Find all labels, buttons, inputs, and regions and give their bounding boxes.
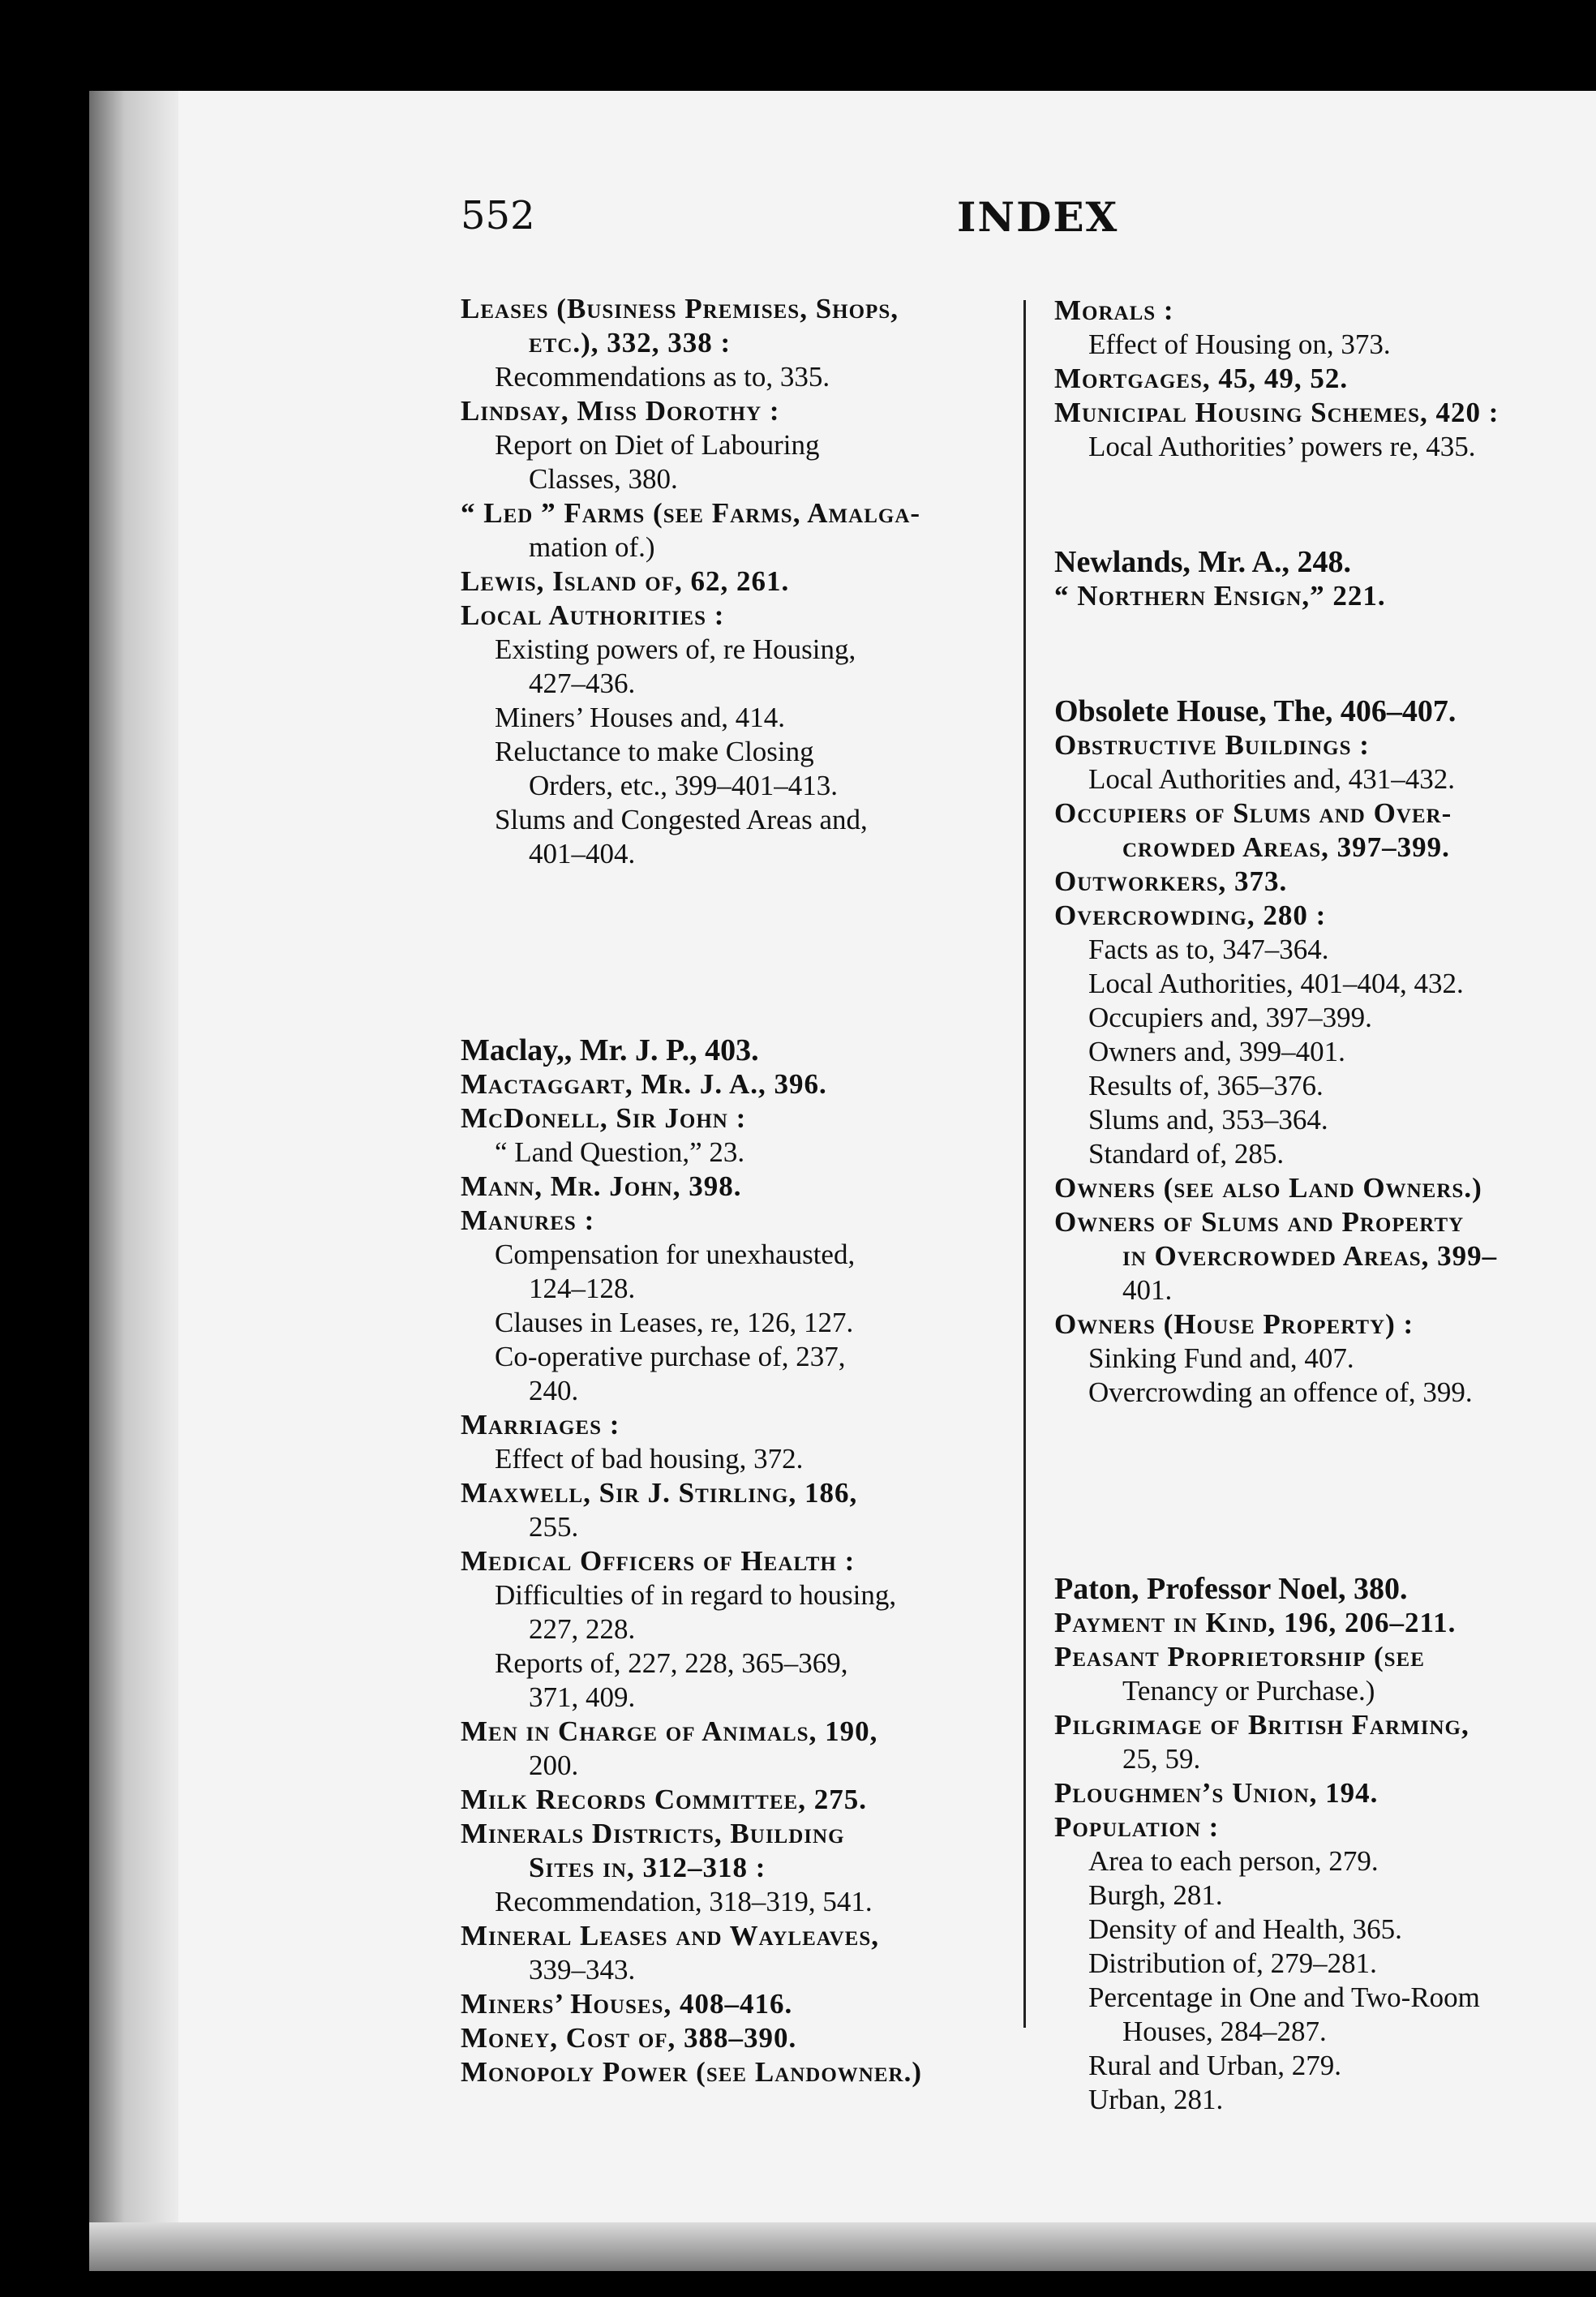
index-entry: Existing powers of, re Housing, bbox=[495, 633, 856, 665]
index-entry: McDonell, Sir John : bbox=[461, 1102, 747, 1134]
index-entry: Newlands, Mr. A., 248. bbox=[1054, 545, 1351, 579]
index-entry: Reports of, 227, 228, 365–369, bbox=[495, 1647, 848, 1679]
index-entry: Overcrowding an offence of, 399. bbox=[1088, 1376, 1473, 1408]
index-entry: Mactaggart, Mr. J. A., 396. bbox=[461, 1068, 827, 1100]
index-entry: Local Authorities’ powers re, 435. bbox=[1088, 431, 1476, 462]
index-entry: Manures : bbox=[461, 1204, 595, 1236]
index-entry: Owners and, 399–401. bbox=[1088, 1036, 1345, 1067]
index-entry: Compensation for unexhausted, bbox=[495, 1239, 856, 1270]
index-entry: Leases (Business Premises, Shops, bbox=[461, 293, 899, 324]
entry-spacer bbox=[1054, 1491, 1596, 1572]
index-entry: 25, 59. bbox=[1122, 1743, 1201, 1775]
entry-spacer bbox=[461, 871, 1004, 952]
index-entry: 371, 409. bbox=[529, 1681, 636, 1713]
index-entry: Effect of Housing on, 373. bbox=[1088, 328, 1391, 360]
index-entry: Paton, Professor Noel, 380. bbox=[1054, 1572, 1408, 1606]
index-entry: Obsolete House, The, 406–407. bbox=[1054, 694, 1457, 728]
index-entry: “ Northern Ensign,” 221. bbox=[1054, 580, 1386, 612]
index-entry: in Overcrowded Areas, 399– bbox=[1122, 1240, 1498, 1272]
entry-spacer bbox=[1054, 464, 1596, 545]
index-entry: 200. bbox=[529, 1750, 579, 1781]
index-entry: Recommendation, 318–319, 541. bbox=[495, 1886, 873, 1917]
index-entry: Municipal Housing Schemes, 420 : bbox=[1054, 397, 1499, 428]
index-entry: 401–404. bbox=[529, 838, 636, 869]
index-entry: 124–128. bbox=[529, 1273, 636, 1304]
index-entry: Local Authorities, 401–404, 432. bbox=[1088, 968, 1464, 999]
page-number: 552 bbox=[461, 193, 535, 238]
index-entry: Lindsay, Miss Dorothy : bbox=[461, 395, 780, 427]
column-divider bbox=[1023, 300, 1026, 2028]
index-entry: 339–343. bbox=[529, 1954, 636, 1986]
index-entry: Miners’ Houses and, 414. bbox=[495, 702, 786, 733]
index-entry: Marriages : bbox=[461, 1409, 620, 1440]
entry-spacer bbox=[461, 952, 1004, 1033]
index-entry: Overcrowding, 280 : bbox=[1054, 899, 1327, 931]
index-entry: Sinking Fund and, 407. bbox=[1088, 1342, 1354, 1374]
index-entry: Standard of, 285. bbox=[1088, 1138, 1285, 1170]
index-entry: Milk Records Committee, 275. bbox=[461, 1784, 867, 1815]
index-entry: 227, 228. bbox=[529, 1613, 636, 1645]
index-entry: Density of and Health, 365. bbox=[1088, 1913, 1402, 1945]
book-spine bbox=[89, 91, 178, 2265]
index-entry: Mann, Mr. John, 398. bbox=[461, 1170, 742, 1202]
index-entry: Maxwell, Sir J. Stirling, 186, bbox=[461, 1477, 858, 1509]
page-bottom-edge bbox=[89, 2222, 1596, 2271]
index-entry: Mortgages, 45, 49, 52. bbox=[1054, 363, 1349, 394]
index-entry: Tenancy or Purchase.) bbox=[1122, 1675, 1375, 1707]
index-entry: etc.), 332, 338 : bbox=[529, 327, 732, 359]
index-entry: Co-operative purchase of, 237, bbox=[495, 1341, 846, 1372]
index-entry: crowded Areas, 397–399. bbox=[1122, 831, 1450, 863]
index-entry: 427–436. bbox=[529, 668, 636, 699]
index-entry: “ Land Question,” 23. bbox=[495, 1136, 745, 1168]
index-entry: Money, Cost of, 388–390. bbox=[461, 2022, 797, 2054]
index-entry: Clauses in Leases, re, 126, 127. bbox=[495, 1307, 854, 1338]
entry-spacer bbox=[1054, 1410, 1596, 1491]
index-entry: Rural and Urban, 279. bbox=[1088, 2050, 1342, 2081]
index-entry: Local Authorities : bbox=[461, 599, 725, 631]
index-entry: Urban, 281. bbox=[1088, 2084, 1224, 2115]
index-entry: Sites in, 312–318 : bbox=[529, 1852, 766, 1883]
index-entry: Orders, etc., 399–401–413. bbox=[529, 770, 839, 801]
page-title: INDEX bbox=[957, 193, 1119, 241]
index-entry: Obstructive Buildings : bbox=[1054, 729, 1370, 761]
index-entry: Owners of Slums and Property bbox=[1054, 1206, 1465, 1238]
index-entry: Difficulties of in regard to housing, bbox=[495, 1579, 897, 1611]
index-entry: 255. bbox=[529, 1511, 579, 1543]
index-entry: Outworkers, 373. bbox=[1054, 865, 1288, 897]
index-entry: Area to each person, 279. bbox=[1088, 1845, 1379, 1877]
index-entry: Effect of bad housing, 372. bbox=[495, 1443, 804, 1475]
index-entry: 240. bbox=[529, 1375, 579, 1406]
left-column bbox=[461, 292, 1004, 2089]
index-entry: Slums and, 353–364. bbox=[1088, 1104, 1328, 1136]
index-entry: Miners’ Houses, 408–416. bbox=[461, 1988, 793, 2020]
index-entry: Burgh, 281. bbox=[1088, 1879, 1223, 1911]
index-entry: Distribution of, 279–281. bbox=[1088, 1947, 1377, 1979]
index-entry: “ Led ” Farms (see Farms, Amalga- bbox=[461, 497, 921, 529]
index-entry: Houses, 284–287. bbox=[1122, 2016, 1327, 2047]
index-entry: Owners (see also Land Owners.) bbox=[1054, 1172, 1482, 1204]
index-entry: Local Authorities and, 431–432. bbox=[1088, 763, 1456, 795]
index-entry: 401. bbox=[1122, 1274, 1173, 1306]
index-entry: Classes, 380. bbox=[529, 463, 678, 495]
right-column bbox=[1054, 294, 1596, 2117]
index-entry: Slums and Congested Areas and, bbox=[495, 804, 868, 835]
index-entry: Occupiers of Slums and Over- bbox=[1054, 797, 1452, 829]
index-entry: Ploughmen’s Union, 194. bbox=[1054, 1777, 1379, 1809]
index-entry: Minerals Districts, Building bbox=[461, 1818, 845, 1849]
index-entry: Reluctance to make Closing bbox=[495, 736, 814, 767]
index-entry: Facts as to, 347–364. bbox=[1088, 934, 1329, 965]
index-entry: mation of.) bbox=[529, 531, 655, 563]
index-entry: Results of, 365–376. bbox=[1088, 1070, 1324, 1101]
entry-spacer bbox=[1054, 613, 1596, 694]
index-entry: Monopoly Power (see Landowner.) bbox=[461, 2056, 922, 2088]
index-entry: Mineral Leases and Wayleaves, bbox=[461, 1920, 879, 1951]
index-entry: Lewis, Island of, 62, 261. bbox=[461, 565, 790, 597]
index-entry: Peasant Proprietorship (see bbox=[1054, 1641, 1425, 1672]
index-entry: Owners (House Property) : bbox=[1054, 1308, 1414, 1340]
index-entry: Recommendations as to, 335. bbox=[495, 361, 830, 393]
index-entry: Maclay,, Mr. J. P., 403. bbox=[461, 1033, 759, 1067]
index-entry: Report on Diet of Labouring bbox=[495, 429, 820, 461]
index-entry: Morals : bbox=[1054, 294, 1174, 326]
index-entry: Medical Officers of Health : bbox=[461, 1545, 856, 1577]
index-entry: Percentage in One and Two-Room bbox=[1088, 1981, 1480, 2013]
index-entry: Men in Charge of Animals, 190, bbox=[461, 1715, 878, 1747]
index-entry: Payment in Kind, 196, 206–211. bbox=[1054, 1607, 1457, 1638]
index-entry: Population : bbox=[1054, 1811, 1220, 1843]
index-entry: Occupiers and, 397–399. bbox=[1088, 1002, 1372, 1033]
index-entry: Pilgrimage of British Farming, bbox=[1054, 1709, 1469, 1741]
